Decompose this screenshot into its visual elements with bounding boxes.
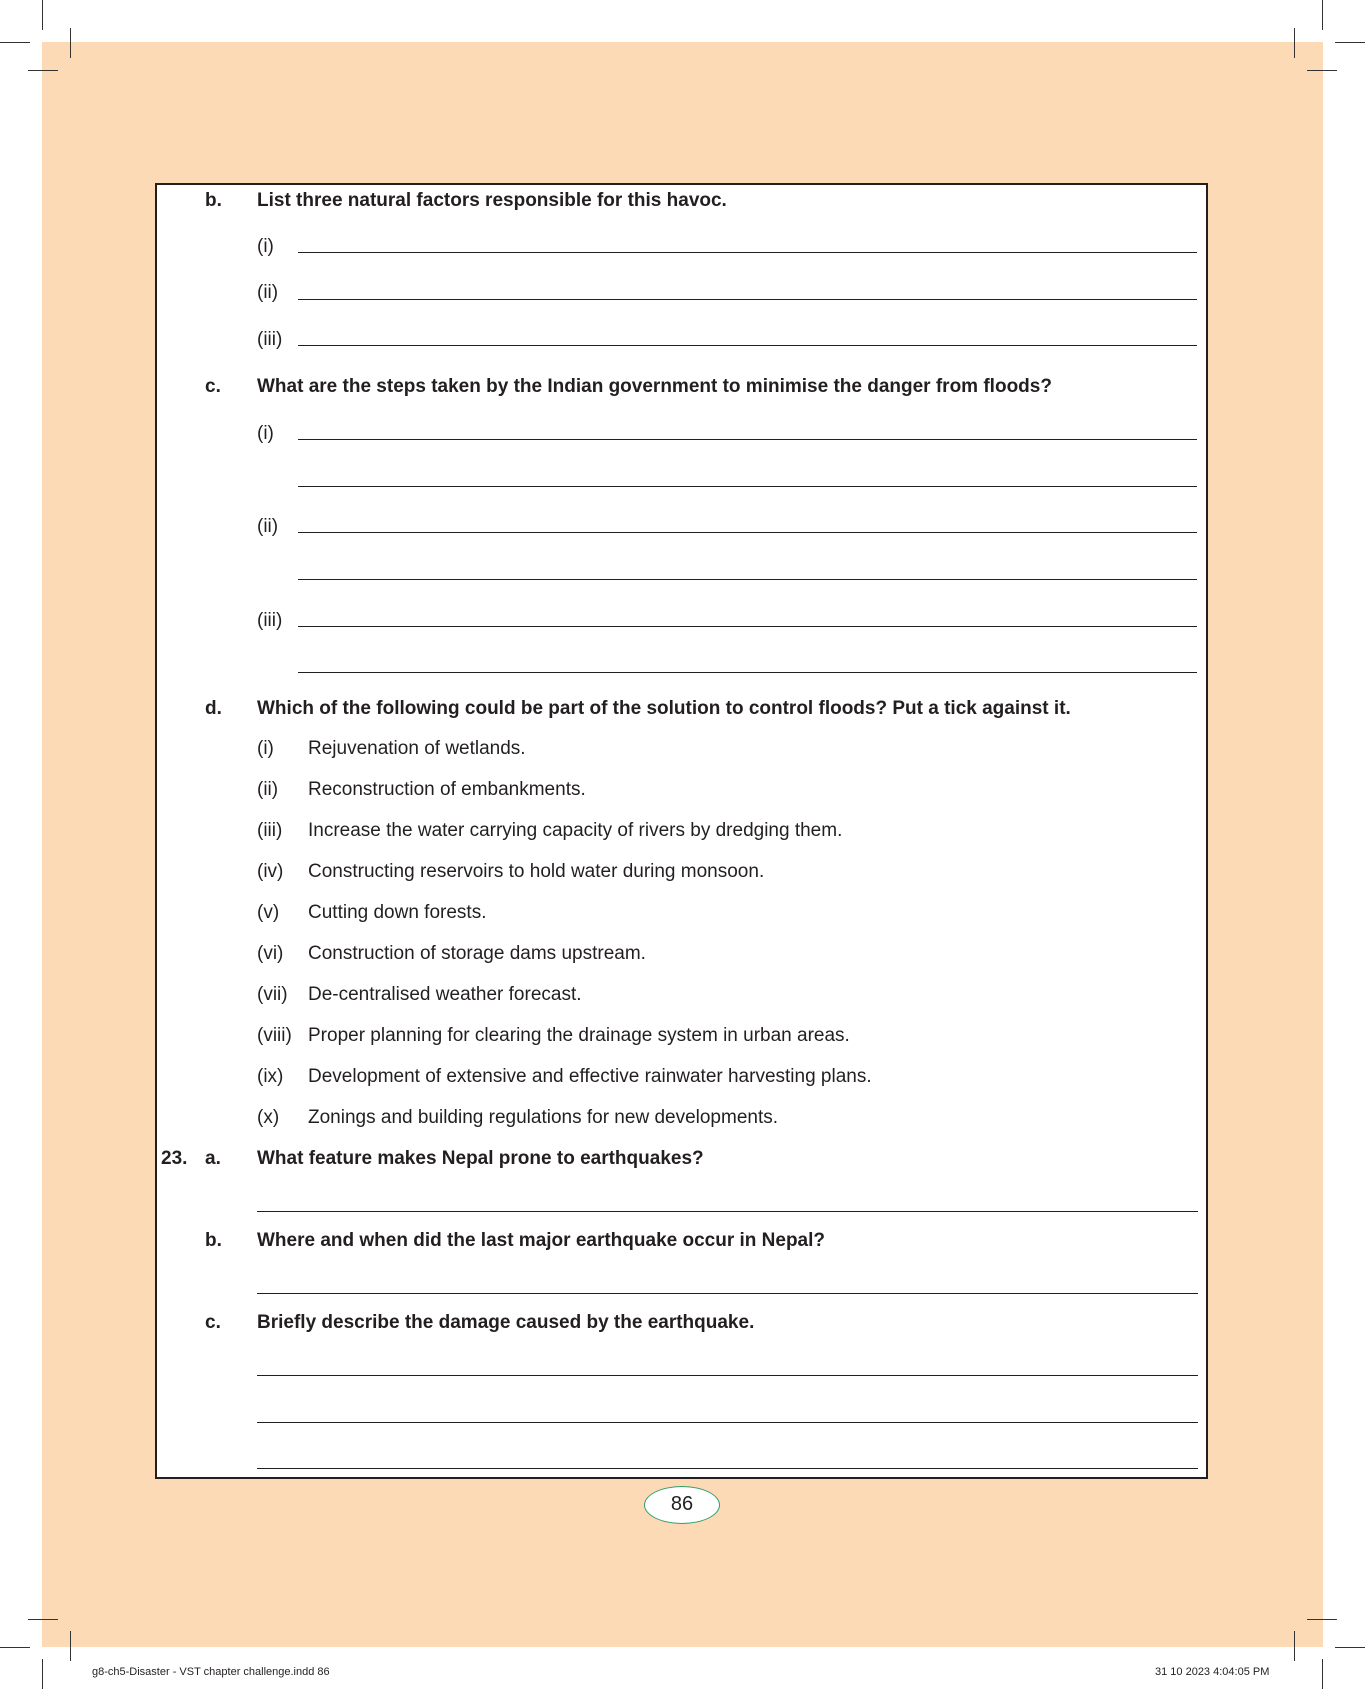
answer-line[interactable] [257,1211,1198,1212]
option-number: (ii) [257,779,279,800]
answer-line[interactable] [298,252,1197,253]
crop-mark [1322,0,1323,30]
crop-mark [70,1631,71,1661]
option-text[interactable]: Proper planning for clearing the drainage system in urban areas. [308,1025,850,1046]
option-number: (vii) [257,984,288,1005]
option-number: (iv) [257,861,284,882]
crop-mark [70,28,71,58]
option-text[interactable]: Rejuvenation of wetlands. [308,738,526,759]
answer-line[interactable] [257,1422,1198,1423]
section-d-question: Which of the following could be part of the solution to control floods? Put a tick against it. [257,698,1071,719]
crop-mark [28,70,58,71]
crop-mark [0,42,30,43]
option-text[interactable]: Development of extensive and effective rainwater harvesting plans. [308,1066,872,1087]
crop-mark [1307,1619,1337,1620]
crop-mark [1294,28,1295,58]
answer-line[interactable] [257,1468,1198,1469]
q23-a-label: a. [205,1148,221,1169]
answer-line[interactable] [298,486,1197,487]
option-text[interactable]: Zonings and building regulations for new developments. [308,1107,779,1128]
option-number: (viii) [257,1025,292,1046]
item-label: (iii) [257,329,283,350]
option-text[interactable]: Cutting down forests. [308,902,487,923]
item-label: (i) [257,236,274,257]
option-number: (vi) [257,943,284,964]
section-b-question: List three natural factors responsible for this havoc. [257,190,727,211]
q23-c-label: c. [205,1312,221,1333]
crop-mark [1322,1659,1323,1689]
footer-file-info: g8-ch5-Disaster - VST chapter challenge.indd 86 [92,1666,330,1678]
item-label: (ii) [257,516,279,537]
section-b-label: b. [205,190,222,211]
option-number: (iii) [257,820,283,841]
question-23-number: 23. [161,1148,188,1169]
crop-mark [0,1647,30,1648]
section-c-question: What are the steps taken by the Indian government to minimise the danger from floods? [257,376,1052,397]
section-c-label: c. [205,376,221,397]
answer-line[interactable] [298,439,1197,440]
crop-mark [1294,1631,1295,1661]
crop-mark [42,0,43,30]
answer-line[interactable] [298,579,1197,580]
option-number: (x) [257,1107,280,1128]
option-number: (v) [257,902,280,923]
item-label: (i) [257,423,274,444]
answer-line[interactable] [298,299,1197,300]
option-text[interactable]: Reconstruction of embankments. [308,779,586,800]
section-d-label: d. [205,698,222,719]
answer-line[interactable] [298,532,1197,533]
answer-line[interactable] [257,1293,1198,1294]
option-number: (i) [257,738,274,759]
option-text[interactable]: Increase the water carrying capacity of rivers by dredging them. [308,820,843,841]
option-text[interactable]: Constructing reservoirs to hold water during monsoon. [308,861,765,882]
item-label: (iii) [257,610,283,631]
answer-line[interactable] [298,626,1197,627]
crop-mark [1335,1647,1365,1648]
crop-mark [1307,70,1337,71]
item-label: (ii) [257,282,279,303]
q23-b-question: Where and when did the last major earthquake occur in Nepal? [257,1230,826,1251]
answer-line[interactable] [298,345,1197,346]
footer-datetime: 31 10 2023 4:04:05 PM [1155,1666,1270,1678]
q23-b-label: b. [205,1230,222,1251]
q23-c-question: Briefly describe the damage caused by the earthquake. [257,1312,755,1333]
option-text[interactable]: De-centralised weather forecast. [308,984,582,1005]
page-number: 86 [644,1486,720,1524]
option-number: (ix) [257,1066,284,1087]
answer-line[interactable] [298,672,1197,673]
answer-line[interactable] [257,1375,1198,1376]
crop-mark [42,1659,43,1689]
q23-a-question: What feature makes Nepal prone to earthquakes? [257,1148,704,1169]
crop-mark [28,1619,58,1620]
crop-mark [1335,42,1365,43]
option-text[interactable]: Construction of storage dams upstream. [308,943,646,964]
